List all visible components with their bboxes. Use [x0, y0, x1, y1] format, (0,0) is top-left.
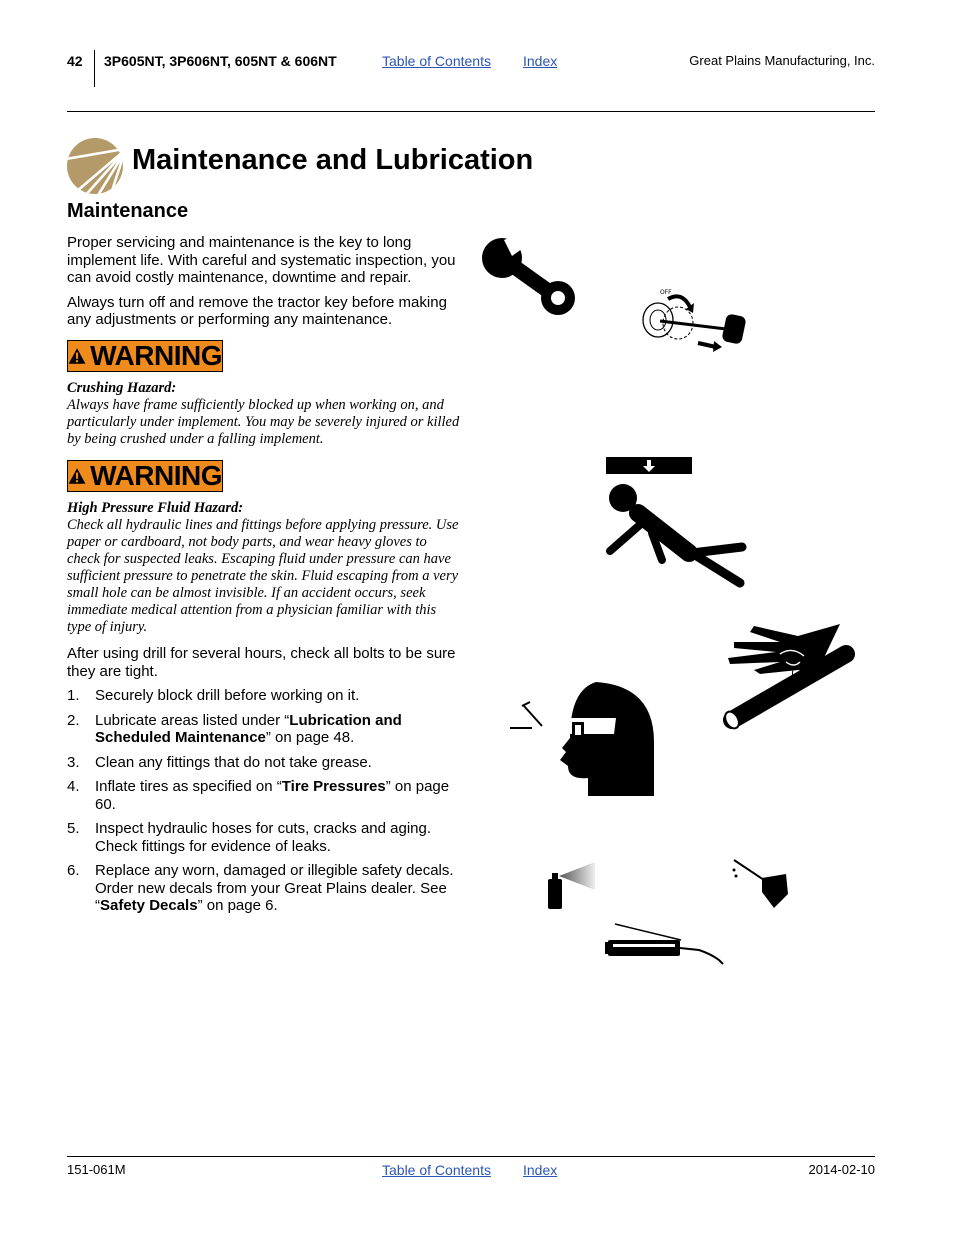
section-title: Maintenance and Lubrication: [132, 144, 534, 176]
fluid-hazard: [67, 500, 462, 636]
safety-glasses-icon: [508, 680, 656, 798]
fluid-hazard-text: Check all hydraulic lines and fittings before applying pressure. Use paper or cardboard, not body parts, and wear heavy gloves to check for suspected leaks. Escaping fluid under pressure can have sufficient pressure to penetrate the skin. Fluid escaping from a very small hole can be almost invisible. If an accident occurs, seek immediate medical attention from a physician familiar with this type of injury.: [67, 517, 459, 635]
warning-triangle-icon: [68, 344, 86, 368]
footer-rule: [67, 1156, 875, 1157]
subsection-title: Maintenance: [67, 200, 189, 222]
list-item: 1. Securely block drill before working on it.: [67, 687, 360, 704]
wrench-icon: [480, 232, 580, 316]
oil-can-icon: [730, 856, 792, 912]
list-item: 3. Clean any fittings that do not take grease.: [67, 753, 372, 771]
crushing-hazard: [67, 380, 462, 448]
document-number: 151-061M: [67, 1162, 126, 1177]
document-date: 2014-02-10: [808, 1162, 875, 1177]
fluid-hazard-title: High Pressure Fluid Hazard:: [67, 500, 244, 516]
intro-paragraph-2: Always turn off and remove the tractor key before making any adjustments or performing any maintenance.: [67, 293, 447, 328]
page-number: 42: [67, 53, 83, 69]
hand-hose-leak-icon: [720, 622, 855, 732]
list-item: 6. Replace any worn, damaged or illegible safety decals. Order new decals from your Great Plains dealer. See “Safety Decals” on page 6.: [67, 862, 454, 914]
model-title: 3P605NT, 3P606NT, 605NT & 606NT: [104, 53, 337, 69]
header-toc-link[interactable]: Table of Contents: [382, 53, 491, 69]
intro-text: [67, 234, 462, 336]
company-name: Great Plains Manufacturing, Inc.: [689, 53, 875, 68]
warning-triangle-icon: [68, 464, 86, 488]
crushing-hazard-icon: [604, 455, 749, 595]
intro-paragraph-1: Proper servicing and maintenance is the key to long implement life. With careful and systematic inspection, you can avoid costly maintenance, downtime and repair.: [67, 234, 456, 286]
list-item: 2. Lubricate areas listed under “Lubrication and Scheduled Maintenance” on page 48.: [67, 711, 402, 746]
warning-label-2-text: WARNING: [90, 460, 222, 491]
header-rule: [67, 111, 875, 112]
key-off-label: OFF: [660, 289, 672, 296]
grease-gun-icon: [603, 920, 728, 966]
list-item: 4. Inflate tires as specified on “Tire Pressures” on page 60.: [67, 778, 450, 813]
ignition-key-icon: [638, 285, 750, 355]
great-plains-logo-icon: [66, 137, 124, 195]
header-divider: [94, 50, 95, 87]
footer-toc-link[interactable]: Table of Contents: [382, 1162, 491, 1178]
footer-index-link[interactable]: Index: [523, 1162, 558, 1178]
header-index-link[interactable]: Index: [523, 53, 558, 69]
crushing-hazard-title: Crushing Hazard:: [67, 380, 177, 396]
after-use-text: After using drill for several hours, check all bolts to be sure they are tight.: [67, 645, 456, 680]
spray-can-icon: [545, 860, 597, 912]
crushing-hazard-text: Always have frame sufficiently blocked up when working on, and particularly under implement. You may be severely injured or killed by being crushed under a falling implement.: [67, 397, 460, 447]
warning-label-1: [67, 340, 223, 372]
warning-label-2: [67, 460, 223, 492]
maintenance-steps: [67, 687, 462, 922]
list-item: 5. Inspect hydraulic hoses for cuts, cracks and aging. Check fittings for evidence of leaks.: [67, 820, 432, 855]
warning-label-1-text: WARNING: [90, 340, 222, 371]
